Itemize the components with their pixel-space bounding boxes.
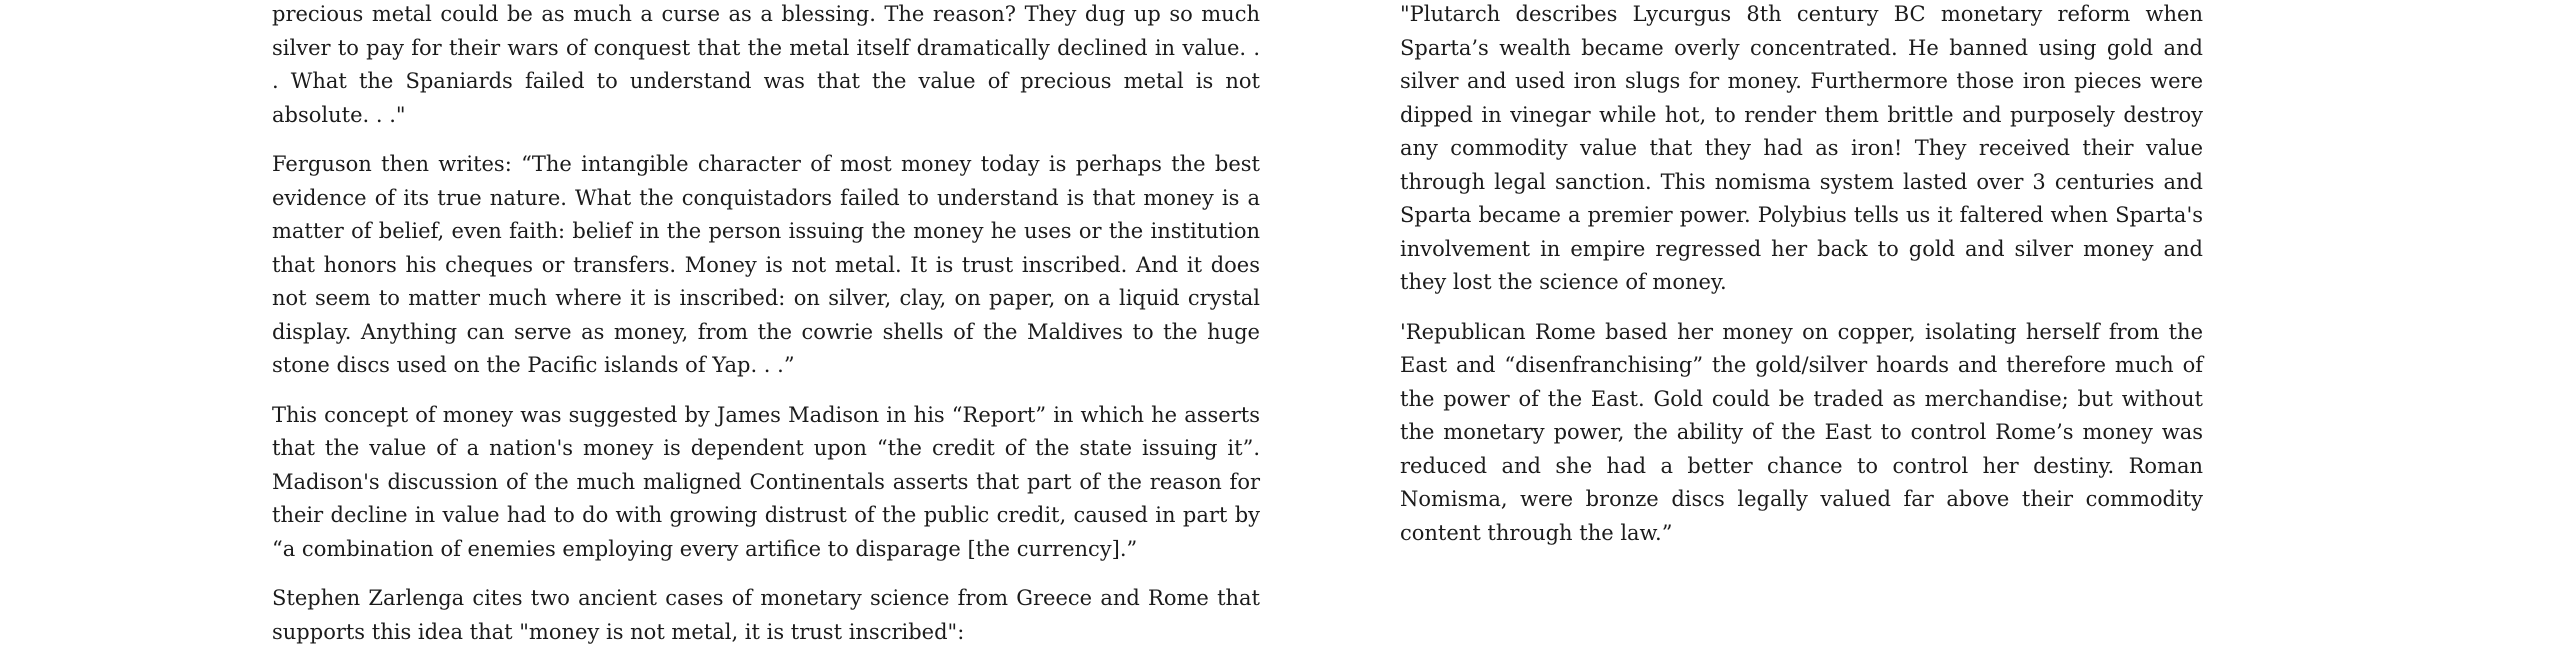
- paragraph-madison-report: This concept of money was suggested by James Madison in his “Report” in which he asserts that the value of a nation's money is dependent upon “the credit of the state issuing it”. Madison's discussion of the much maligned Continentals asserts that part of the reason for their decline in value had to do with growing distrust of the public credit, caused in part by “a combination of enemies employing every artifice to disparage [the currency].”: [272, 402, 1260, 561]
- paragraph-spaniards-silver: precious metal could be as much a curse as a blessing. The reason? They dug up so much silver to pay for their wars of conquest that the metal itself dramatically declined in value. . . What the Spaniards failed to understand was that the value of precious metal is not absolute. . .": [272, 2, 1260, 127]
- paragraph-ferguson-quote: Ferguson then writes: “The intangible character of most money today is perhaps the best evidence of its true nature. What the conquistadors failed to understand is that money is a matter of belief, even faith: belief in the person issuing the money he uses or the institution that honors his cheques or transfers. Money is not metal. It is trust inscribed. And it does not seem to matter much where it is inscribed: on silver, clay, on paper, on a liquid crystal display. Anything can serve as money, from the cowrie shells of the Maldives to the huge stone discs used on the Pacific islands of Yap. . .”: [272, 152, 1260, 377]
- paragraph-republican-rome: 'Republican Rome based her money on copper, isolating herself from the East and “disenfranchising” the gold/silver hoards and therefore much of the power of the East. Gold could be traded as merchandise; but without the monetary power, the ability of the East to control Rome’s money was reduced and she had a better chance to control her destiny. Roman Nomisma, were bronze discs legally valued far above their commodity content through the law.”: [1400, 319, 2203, 545]
- paragraph-plutarch-sparta: "Plutarch describes Lycurgus 8th century BC monetary reform when Sparta’s wealth became overly concentrated. He banned using gold and silver and used iron slugs for money. Furthermore those iron pieces were dipped in vinegar while hot, to render them brittle and purposely destroy any commodity value that they had as iron! They received their value through legal sanction. This nomisma system lasted over 3 centuries and Sparta became a premier power. Polybius tells us it faltered when Sparta's involvement in empire regressed her back to gold and silver money and they lost the science of money.: [1400, 2, 2203, 294]
- right-text-column: [1400, 0, 2203, 566]
- left-text-column: [272, 0, 1260, 665]
- paragraph-zarlenga-intro: Stephen Zarlenga cites two ancient cases of monetary science from Greece and Rome that supports this idea that "money is not metal, it is trust inscribed":: [272, 586, 1260, 644]
